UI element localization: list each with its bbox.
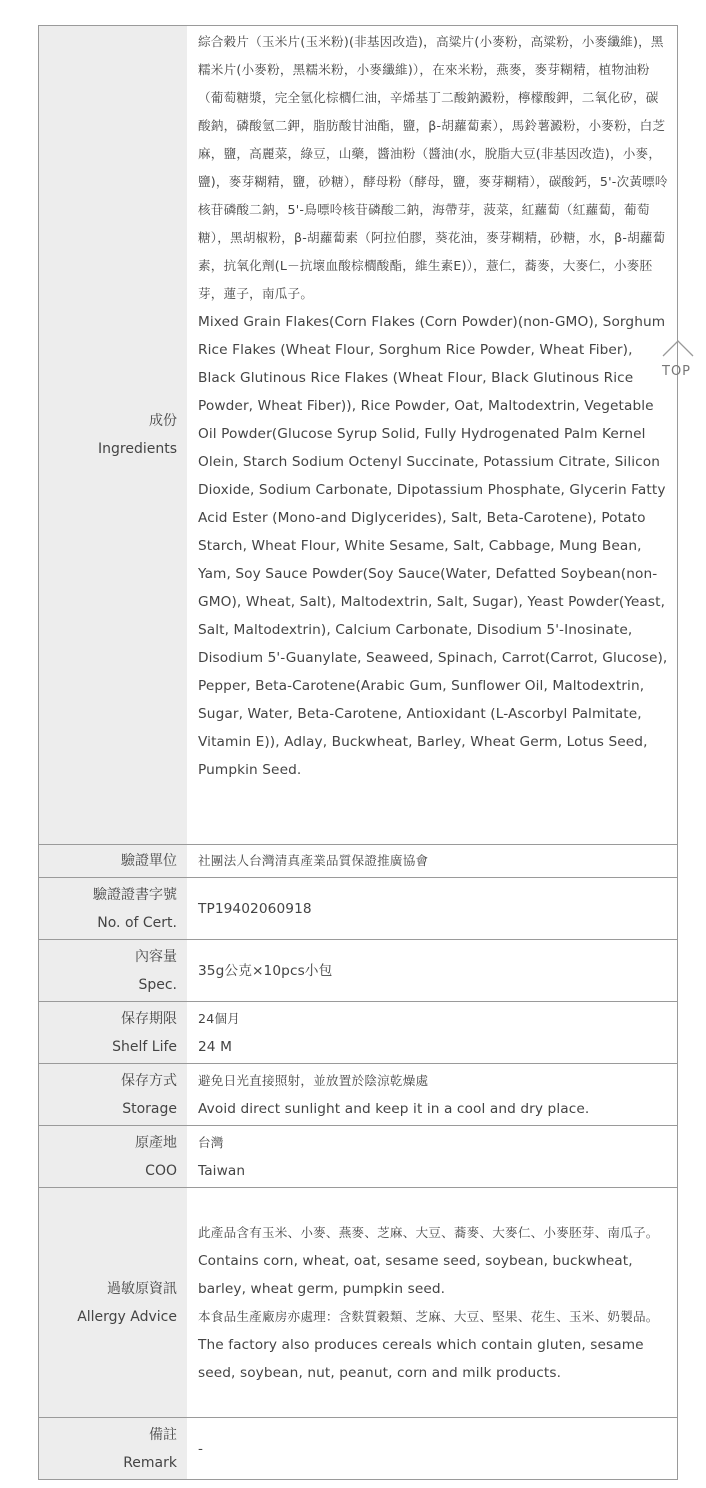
spec-text: 35g公克×10pcs小包 — [198, 962, 333, 979]
spec-value — [187, 940, 677, 1001]
coo-label-zh: 原產地 — [135, 1134, 177, 1151]
shelf-life-label — [39, 1002, 187, 1063]
cert-no-text: TP19402060918 — [198, 900, 312, 917]
cert-no-label-zh: 驗證證書字號 — [93, 886, 177, 903]
cert-no-value — [187, 878, 677, 939]
shelf-life-label-zh: 保存期限 — [121, 1010, 177, 1027]
chevron-up-icon — [660, 338, 696, 360]
coo-text-zh: 台灣 — [198, 1134, 224, 1150]
storage-value — [187, 1064, 677, 1125]
allergy-text-zh-1: 此產品含有玉米、小麥、燕麥、芝麻、大豆、蕎麥、大麥仁、小麥胚芽、南瓜子。 — [198, 1224, 659, 1240]
row-cert-no — [39, 877, 677, 939]
shelf-life-value — [187, 1002, 677, 1063]
coo-value — [187, 1126, 677, 1187]
shelf-life-label-en: Shelf Life — [112, 1038, 177, 1055]
coo-label — [39, 1126, 187, 1187]
row-coo — [39, 1125, 677, 1187]
verification-unit-value — [187, 845, 677, 877]
shelf-life-text-zh: 24個月 — [198, 1010, 241, 1026]
allergy-value — [187, 1188, 677, 1417]
spec-label-en: Spec. — [138, 976, 177, 993]
spec-label — [39, 940, 187, 1001]
remark-label-zh: 備註 — [149, 1426, 177, 1443]
allergy-label-zh: 過敏原資訊 — [107, 1280, 177, 1297]
cert-no-label — [39, 878, 187, 939]
storage-text-en: Avoid direct sunlight and keep it in a cool and dry place. — [198, 1100, 590, 1117]
ingredients-text-zh: 綜合穀片（玉米片(玉米粉)(非基因改造)，高粱片(小麥粉，高粱粉，小麥纖維)，黑糯米片(小麥粉，黑糯米粉，小麥纖維)），在來米粉，燕麥，麥芽糊精，植物油粉（葡萄糖漿，完全氫化棕櫚仁油，辛烯基丁二酸鈉澱粉，檸檬酸鉀，二氧化矽，碳酸鈉，磷酸氫二鉀，脂肪酸甘油酯，鹽，β-胡蘿蔔素），馬鈴薯澱粉，小麥粉，白芝麻，鹽，高麗菜，綠豆，山藥，醬油粉（醬油(水，脫脂大豆(非基因改造)，小麥，鹽)，麥芽糊精，鹽，砂糖），酵母粉（酵母，鹽，麥芽糊精），碳酸鈣，5'-次黃嘌呤核苷磷酸二鈉，5'-鳥嘌呤核苷磷酸二鈉，海帶芽，菠菜，紅蘿蔔（紅蘿蔔，葡萄糖），黑胡椒粉，β-胡蘿蔔素（阿拉伯膠，葵花油，麥芽糊精，砂糖，水，β-胡蘿蔔素，抗氧化劑(L－抗壞血酸棕櫚酸酯，維生素E)），薏仁，蕎麥，大麥仁，小麥胚芽，蓮子，南瓜子。 — [198, 34, 668, 301]
verification-unit-text: 社團法人台灣清真產業品質保證推廣協會 — [198, 853, 429, 868]
spec-label-zh: 內容量 — [135, 948, 177, 965]
allergy-label — [39, 1188, 187, 1417]
row-ingredients — [39, 26, 677, 844]
allergy-text-en-1: Contains corn, wheat, oat, sesame seed, soybean, buckwheat, barley, wheat germ, pumpkin seed. — [198, 1252, 633, 1297]
storage-label-en: Storage — [122, 1100, 177, 1117]
row-shelf-life — [39, 1001, 677, 1063]
row-spec — [39, 939, 677, 1001]
ingredients-label — [39, 26, 187, 844]
back-to-top-label: TOP — [662, 364, 692, 379]
shelf-life-text-en: 24 M — [198, 1038, 232, 1055]
coo-label-en: COO — [145, 1162, 177, 1179]
ingredients-value — [187, 26, 677, 844]
row-storage — [39, 1063, 677, 1125]
remark-value — [187, 1418, 677, 1479]
remark-label-en: Remark — [123, 1454, 177, 1471]
storage-label — [39, 1064, 187, 1125]
storage-label-zh: 保存方式 — [121, 1072, 177, 1089]
ingredients-label-zh: 成份 — [149, 413, 177, 429]
remark-text: - — [198, 1440, 204, 1457]
allergy-text-en-2: The factory also produces cereals which contain gluten, sesame seed, soybean, nut, peanut, corn and milk products. — [198, 1336, 644, 1381]
product-spec-table — [38, 25, 678, 1480]
verification-unit-label-zh: 驗證單位 — [121, 853, 177, 869]
back-to-top-button[interactable] — [660, 338, 696, 382]
row-allergy — [39, 1187, 677, 1417]
row-remark — [39, 1417, 677, 1479]
storage-text-zh: 避免日光直接照射，並放置於陰涼乾燥處 — [198, 1072, 429, 1088]
allergy-text-zh-2: 本食品生產廠房亦處理：含麩質穀類、芝麻、大豆、堅果、花生、玉米、奶製品。 — [198, 1308, 659, 1324]
coo-text-en: Taiwan — [198, 1162, 246, 1179]
cert-no-label-en: No. of Cert. — [97, 914, 177, 931]
allergy-label-en: Allergy Advice — [77, 1308, 177, 1325]
remark-label — [39, 1418, 187, 1479]
ingredients-label-en: Ingredients — [98, 441, 177, 457]
row-verification-unit — [39, 844, 677, 877]
ingredients-text-en: Mixed Grain Flakes(Corn Flakes (Corn Powder)(non-GMO), Sorghum Rice Flakes (Wheat Flour, Sorghum Rice Powder, Wheat Fiber), Black Glutinous Rice Flakes (Wheat Flour, Black Glutinous Rice Powder, Wheat Fiber)), Rice Powder, Oat, Maltodextrin, Vegetable Oil Powder(Glucose Syrup Solid, Fully Hydrogenated Palm Kernel Olein, Starch Sodium Octenyl Succinate, Potassium Citrate, Silicon Dioxide, Sodium Carbonate, Dipotassium Phosphate, Glycerin Fatty Acid Ester (Mono-and Diglycerides), Salt, Beta-Carotene), Potato Starch, Wheat Flour, White Sesame, Salt, Cabbage, Mung Bean, Yam, Soy Sauce Powder(Soy Sauce(Water, Defatted Soybean(non-GMO), Wheat, Salt), Maltodextrin, Salt, Sugar), Yeast Powder(Yeast, Salt, Maltodextrin), Calcium Carbonate, Disodium 5'-Inosinate, Disodium 5'-Guanylate, Seaweed, Spinach, Carrot(Carrot, Glucose), Pepper, Beta-Carotene(Arabic Gum, Sunflower Oil, Maltodextrin, Sugar, Water, Beta-Carotene, Antioxidant (L-Ascorbyl Palmitate, Vitamin E)), Adlay, Buckwheat, Barley, Wheat Germ, Lotus Seed, Pumpkin Seed. — [198, 314, 668, 778]
verification-unit-label — [39, 845, 187, 877]
